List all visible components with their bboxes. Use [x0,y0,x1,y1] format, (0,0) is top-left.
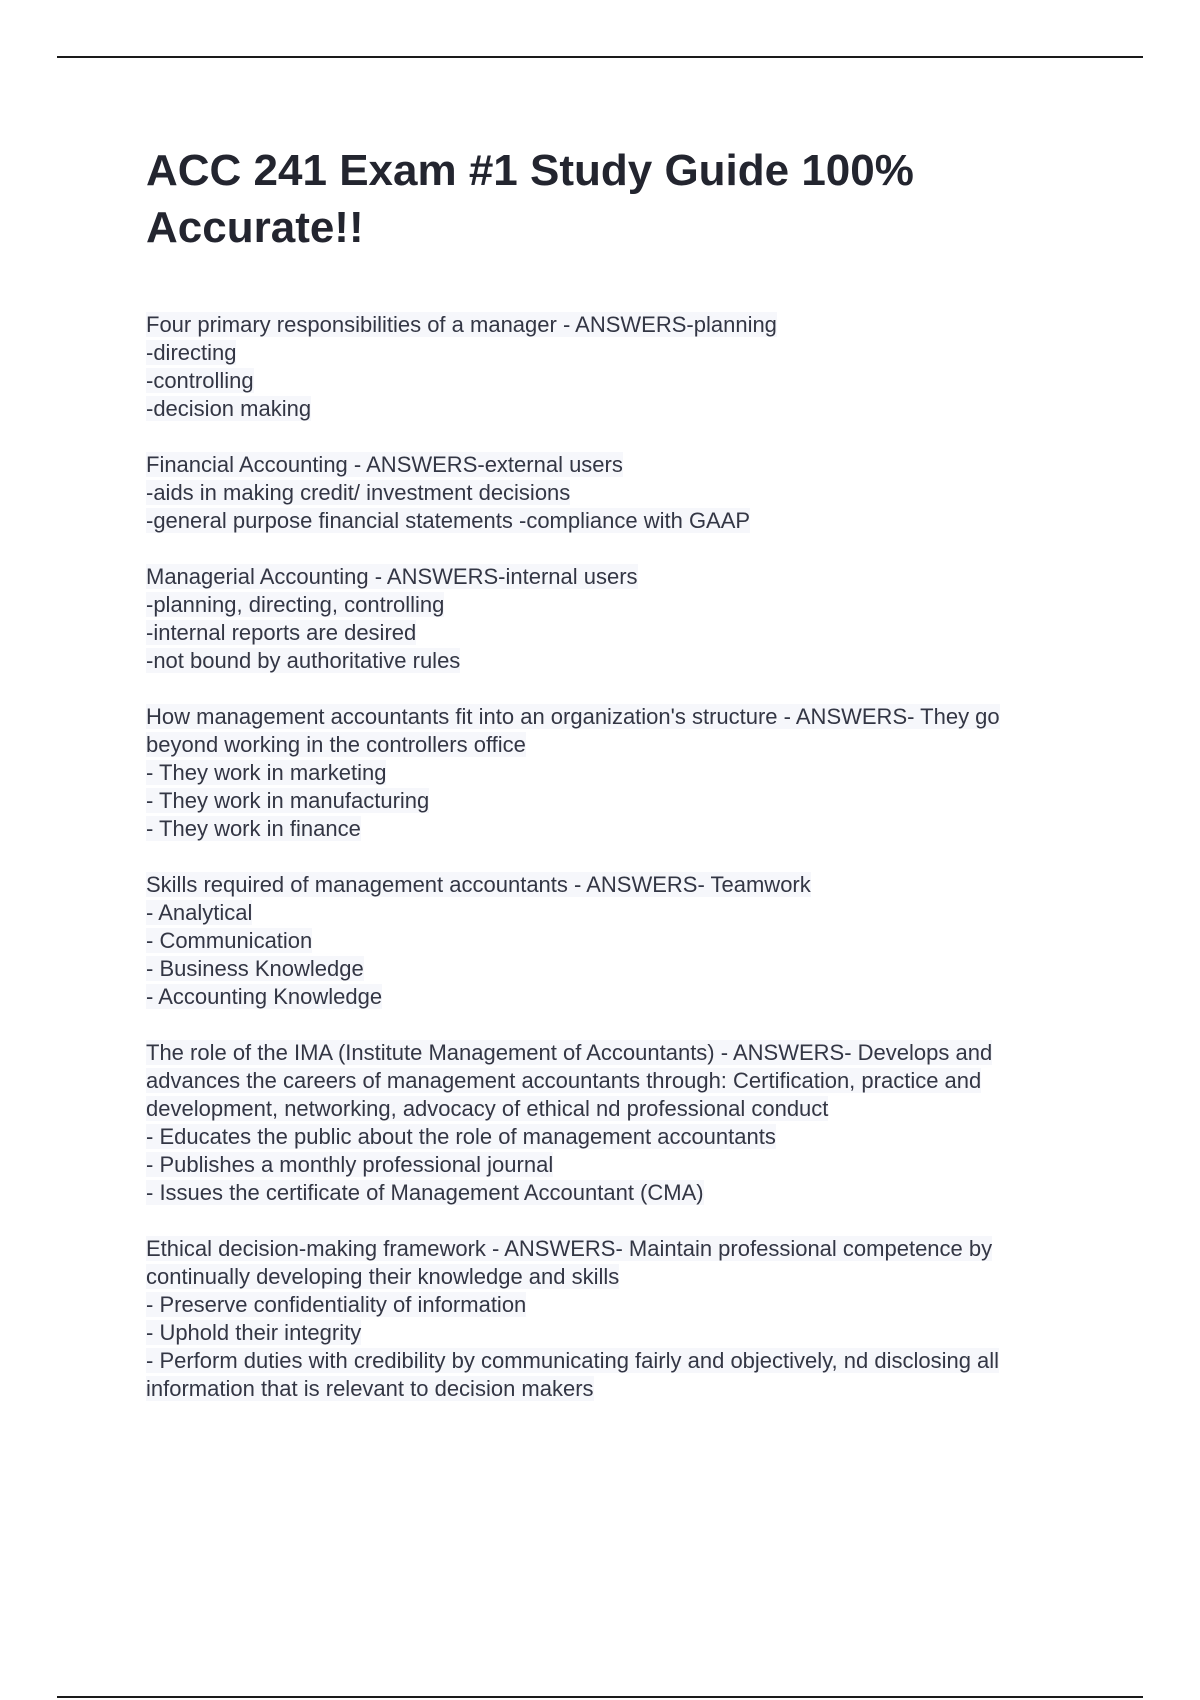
qa-line: The role of the IMA (Institute Management of Accountants) - ANSWERS- Develops and [146,1040,993,1065]
qa-entry-financial-accounting [146,451,1096,535]
qa-line: - Analytical [146,900,253,925]
qa-line: - Perform duties with credibility by communicating fairly and objectively, nd disclosing all [146,1348,1000,1373]
qa-line: -decision making [146,396,312,421]
qa-line: - Educates the public about the role of management accountants [146,1124,776,1149]
qa-line: - Business Knowledge [146,956,364,981]
qa-line: - They work in finance [146,816,361,841]
qa-line: Financial Accounting - ANSWERS-external users [146,452,623,477]
qa-line: - Accounting Knowledge [146,984,383,1009]
qa-line: beyond working in the controllers office [146,732,526,757]
qa-entry-manager-responsibilities [146,311,1096,423]
qa-line: Managerial Accounting - ANSWERS-internal users [146,564,638,589]
qa-entry-ima-role [146,1039,1096,1207]
qa-entry-organization-structure [146,703,1096,843]
qa-line: - Issues the certificate of Management Accountant (CMA) [146,1180,704,1205]
study-guide-content [146,311,1096,1431]
qa-entry-required-skills [146,871,1096,1011]
qa-line: development, networking, advocacy of ethical nd professional conduct [146,1096,829,1121]
qa-line: -not bound by authoritative rules [146,648,461,673]
qa-entry-ethical-framework [146,1235,1096,1403]
page-title: ACC 241 Exam #1 Study Guide 100% Accurate!! [146,146,914,252]
qa-line: continually developing their knowledge and skills [146,1264,620,1289]
qa-line: Ethical decision-making framework - ANSWERS- Maintain professional competence by [146,1236,993,1261]
qa-line: -aids in making credit/ investment decisions [146,480,571,505]
qa-entry-managerial-accounting [146,563,1096,675]
qa-line: Skills required of management accountants - ANSWERS- Teamwork [146,872,811,897]
qa-line: - Communication [146,928,313,953]
qa-line: - Uphold their integrity [146,1320,362,1345]
qa-line: - They work in marketing [146,760,387,785]
qa-line: -controlling [146,368,254,393]
bottom-divider [57,1696,1143,1698]
qa-line: -directing [146,340,237,365]
qa-line: information that is relevant to decision makers [146,1376,594,1401]
qa-line: -general purpose financial statements -compliance with GAAP [146,508,751,533]
qa-line: -internal reports are desired [146,620,417,645]
qa-line: Four primary responsibilities of a manager - ANSWERS-planning [146,312,777,337]
top-divider [57,56,1143,58]
qa-line: How management accountants fit into an organization's structure - ANSWERS- They go [146,704,1000,729]
qa-line: -planning, directing, controlling [146,592,445,617]
qa-line: - Preserve confidentiality of information [146,1292,527,1317]
qa-line: - They work in manufacturing [146,788,430,813]
qa-line: - Publishes a monthly professional journal [146,1152,554,1177]
qa-line: advances the careers of management accountants through: Certification, practice and [146,1068,982,1093]
